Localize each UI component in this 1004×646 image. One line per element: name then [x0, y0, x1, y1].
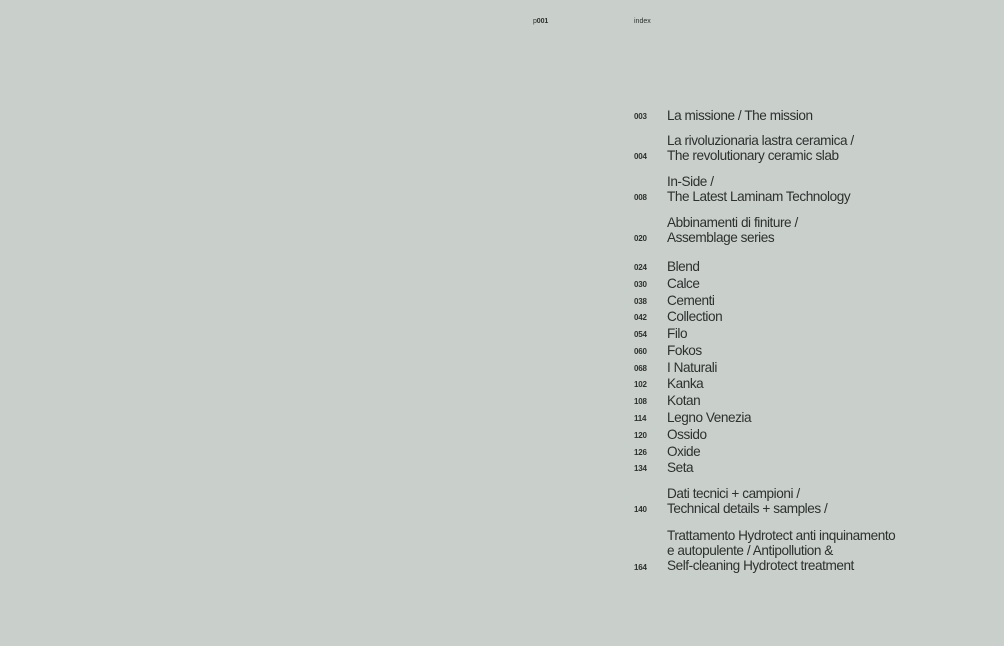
- toc-page-number: 126: [634, 448, 647, 457]
- toc-title: Cementi: [667, 293, 715, 308]
- toc-page-number: 134: [634, 464, 647, 473]
- toc-title: Fokos: [667, 343, 702, 358]
- toc-title: Seta: [667, 460, 694, 475]
- toc-title: Kotan: [667, 393, 701, 408]
- toc-page-number: 038: [634, 297, 647, 306]
- toc-title: Calce: [667, 276, 700, 291]
- toc-page-number: 102: [634, 380, 647, 389]
- toc-page-number: 140: [634, 505, 647, 514]
- toc-page-number: 003: [634, 112, 647, 121]
- toc-title: Blend: [667, 259, 700, 274]
- toc-title: Dati tecnici + campioni / Technical details + samples /: [667, 486, 828, 517]
- toc-page-number: 068: [634, 364, 647, 373]
- toc-title: Filo: [667, 326, 688, 341]
- toc-title: Oxide: [667, 444, 701, 459]
- page-number: [533, 18, 548, 25]
- toc-title: La rivoluzionaria lastra ceramica / The revolutionary ceramic slab: [667, 133, 854, 164]
- toc-title: Ossido: [667, 427, 707, 442]
- toc-title: Legno Venezia: [667, 410, 752, 425]
- toc-page-number: 164: [634, 563, 647, 572]
- toc-page-number: 008: [634, 193, 647, 202]
- toc-page-number: 024: [634, 263, 647, 272]
- toc-page-number: 108: [634, 397, 647, 406]
- toc-page-number: 004: [634, 152, 647, 161]
- section-label: index: [634, 18, 651, 25]
- toc-page-number: 060: [634, 347, 647, 356]
- toc-page-number: 030: [634, 280, 647, 289]
- toc-title: Collection: [667, 309, 723, 324]
- toc-title: Trattamento Hydrotect anti inquinamento e autopulente / Antipollution & Self-cleaning Hydrotect treatment: [667, 528, 896, 574]
- toc-title: La missione / The mission: [667, 108, 813, 123]
- toc-page-number: 120: [634, 431, 647, 440]
- toc-page-number: 054: [634, 330, 647, 339]
- toc-page-number: 042: [634, 313, 647, 322]
- page-number-value: 001: [536, 18, 549, 25]
- page-number-prefix: p: [533, 18, 537, 25]
- toc-title: In-Side / The Latest Laminam Technology: [667, 174, 851, 205]
- toc-page-number: 020: [634, 234, 647, 243]
- toc-title: Abbinamenti di finiture / Assemblage series: [667, 215, 798, 246]
- toc-title: Kanka: [667, 376, 704, 391]
- toc-title: I Naturali: [667, 360, 717, 375]
- toc-page-number: 114: [634, 414, 647, 423]
